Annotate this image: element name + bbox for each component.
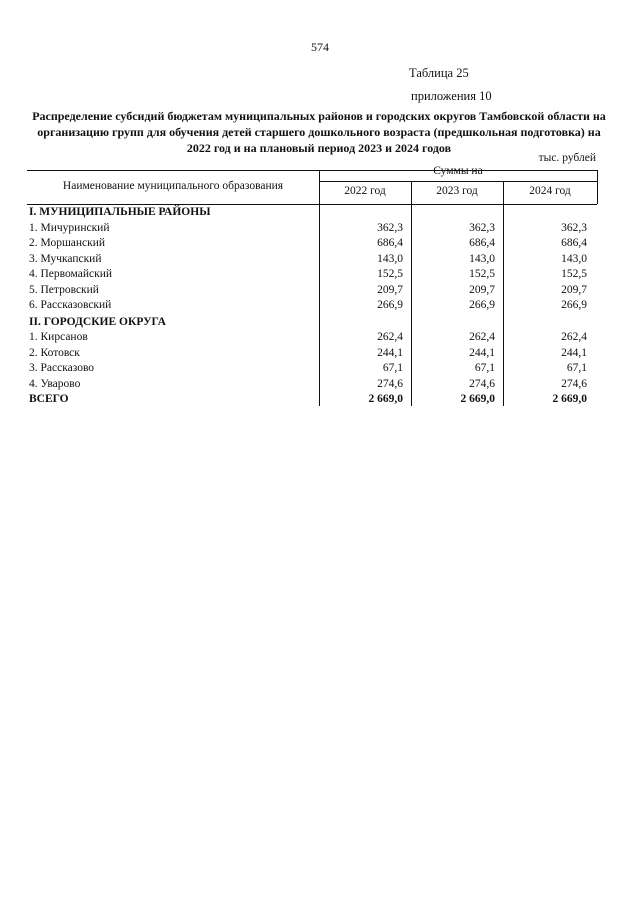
column-divider [503,181,504,406]
row-value: 143,0 [561,253,587,265]
table-label: Таблица 25 [409,66,469,80]
row-value: 362,3 [469,222,495,234]
header-bottom-border [27,204,597,205]
row-value: 262,4 [561,331,587,343]
row-value: 143,0 [469,253,495,265]
row-value: 686,4 [469,237,495,249]
row-value: 686,4 [377,237,403,249]
row-value: 143,0 [377,253,403,265]
row-value: 362,3 [377,222,403,234]
column-header-year: 2024 год [529,185,571,197]
row-value: 274,6 [469,378,495,390]
row-value: 152,5 [469,268,495,280]
sums-header-divider [319,181,597,182]
total-value: 2 669,0 [368,393,403,405]
total-label: ВСЕГО [29,393,69,405]
column-header-year: 2023 год [436,185,478,197]
row-name: 1. Кирсанов [29,331,88,343]
column-header-year: 2022 год [344,185,386,197]
column-divider [597,170,598,204]
row-value: 244,1 [377,347,403,359]
row-value: 274,6 [561,378,587,390]
row-value: 209,7 [469,284,495,296]
row-name: 4. Первомайский [29,268,112,280]
section-heading: II. ГОРОДСКИЕ ОКРУГА [29,316,166,328]
row-value: 244,1 [469,347,495,359]
row-value: 266,9 [377,299,403,311]
row-value: 67,1 [474,362,495,374]
subsidy-table [27,165,597,406]
row-name: 2. Моршанский [29,237,106,249]
row-value: 266,9 [561,299,587,311]
row-value: 209,7 [561,284,587,296]
row-value: 67,1 [566,362,587,374]
row-value: 362,3 [561,222,587,234]
section-heading: I. МУНИЦИПАЛЬНЫЕ РАЙОНЫ [29,206,211,218]
row-name: 3. Мучкапский [29,253,102,265]
row-name: 4. Уварово [29,378,81,390]
row-value: 67,1 [382,362,403,374]
row-name: 2. Котовск [29,347,80,359]
units-label: тыс. рублей [538,152,596,164]
row-value: 266,9 [469,299,495,311]
row-value: 152,5 [377,268,403,280]
appendix-label: приложения 10 [411,89,492,103]
column-divider [411,181,412,406]
total-value: 2 669,0 [552,393,587,405]
row-name: 5. Петровский [29,284,99,296]
row-value: 262,4 [377,331,403,343]
row-value: 686,4 [561,237,587,249]
page-number: 574 [311,40,329,54]
column-divider [319,170,320,406]
row-value: 152,5 [561,268,587,280]
row-name: 6. Рассказовский [29,299,112,311]
total-value: 2 669,0 [460,393,495,405]
row-name: 1. Мичуринский [29,222,110,234]
row-value: 274,6 [377,378,403,390]
table-top-border [27,170,597,171]
row-value: 244,1 [561,347,587,359]
column-header-sums: Суммы на [433,165,483,177]
document-title: Распределение субсидий бюджетам муниципальных районов и городских округов Тамбовской области на организацию групп для обучения детей старшего дошкольного возраста (предшкольная подготовка) на 2022 год и на плановый период 2023 и 2024 годов [32,109,606,155]
row-name: 3. Рассказово [29,362,95,374]
row-value: 209,7 [377,284,403,296]
row-value: 262,4 [469,331,495,343]
column-header-name: Наименование муниципального образования [62,180,284,192]
